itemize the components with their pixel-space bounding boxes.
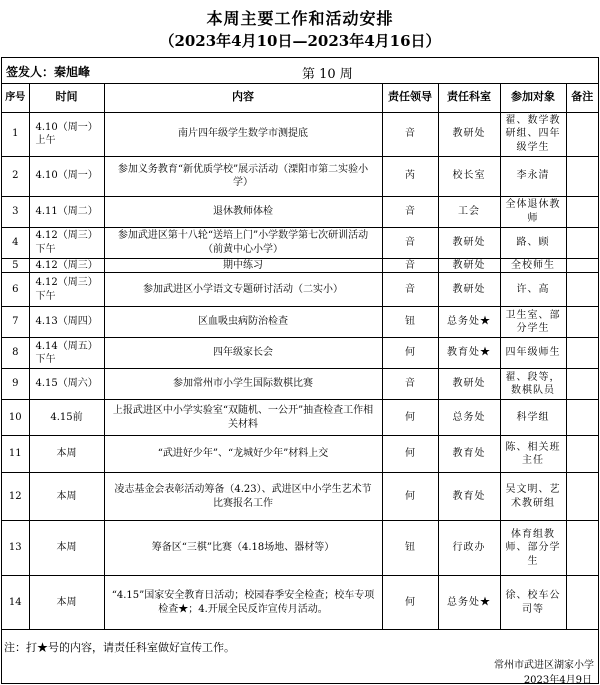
school-name: 常州市武进区湖家小学 — [494, 660, 594, 671]
table-row — [2, 521, 598, 576]
column-header-dept: 责任科室 — [438, 84, 500, 112]
row-leader: 钮 — [382, 521, 438, 576]
row-no: 4 — [2, 227, 29, 258]
row-no: 12 — [2, 473, 29, 521]
row-dept: 教研处 — [438, 273, 500, 307]
row-content: 筹备区“三棋”比赛（4.18场地、器材等） — [104, 521, 382, 576]
row-time: 4.12（周三） — [29, 258, 104, 273]
row-dept: 总务处 — [438, 400, 500, 436]
row-dept: 工会 — [438, 196, 500, 227]
row-time: 4.15（周六） — [29, 369, 104, 400]
row-time: 4.13（周四） — [29, 307, 104, 338]
table-row — [2, 307, 598, 338]
row-remark — [566, 473, 598, 521]
table-row — [2, 400, 598, 436]
page-title: 本周主要工作和活动安排 — [206, 9, 394, 28]
row-audience: 路、顾 — [500, 227, 566, 258]
row-content: 区血吸虫病防治检查 — [104, 307, 382, 338]
row-audience: 陈、相关班主任 — [500, 436, 566, 473]
row-remark — [566, 576, 598, 630]
date-range: （2023年4月10日—2023年4月16日） — [159, 32, 441, 50]
column-header-no: 序号 — [2, 84, 29, 112]
row-remark — [566, 369, 598, 400]
row-no: 10 — [2, 400, 29, 436]
row-time: 本周 — [29, 436, 104, 473]
row-leader: 音 — [382, 273, 438, 307]
row-time: 本周 — [29, 473, 104, 521]
row-dept: 教育处 — [438, 473, 500, 521]
row-remark — [566, 338, 598, 369]
row-content: 参加武进区第十八轮“送培上门”小学数学第七次研训活动（前黄中心小学） — [104, 227, 382, 258]
row-content: 四年级家长会 — [104, 338, 382, 369]
week-number: 第 10 周 — [302, 67, 353, 82]
row-audience: 四年级师生 — [500, 338, 566, 369]
row-no: 6 — [2, 273, 29, 307]
row-no: 2 — [2, 156, 29, 196]
table-row — [2, 196, 598, 227]
row-remark — [566, 258, 598, 273]
row-time: 4.10（周一）上午 — [29, 112, 104, 156]
row-leader: 音 — [382, 112, 438, 156]
row-time: 本周 — [29, 521, 104, 576]
row-audience: 许、高 — [500, 273, 566, 307]
row-dept: 教研处 — [438, 112, 500, 156]
column-header-leader: 责任领导 — [382, 84, 438, 112]
row-remark — [566, 156, 598, 196]
sign-row — [2, 58, 598, 84]
row-audience: 全校师生 — [500, 258, 566, 273]
row-dept: 总务处★ — [438, 307, 500, 338]
row-leader: 何 — [382, 338, 438, 369]
row-content: 参加义务教育“新优质学校”展示活动（溧阳市第二实验小学） — [104, 156, 382, 196]
row-remark — [566, 307, 598, 338]
row-content: 期中练习 — [104, 258, 382, 273]
row-dept: 教研处 — [438, 227, 500, 258]
row-dept: 教育处 — [438, 436, 500, 473]
row-leader: 何 — [382, 400, 438, 436]
row-no: 8 — [2, 338, 29, 369]
row-remark — [566, 521, 598, 576]
column-header-time: 时间 — [29, 84, 104, 112]
row-leader: 音 — [382, 227, 438, 258]
row-time: 4.10（周一） — [29, 156, 104, 196]
row-content: 退休教师体检 — [104, 196, 382, 227]
row-audience: 体育组教师、部分学生 — [500, 521, 566, 576]
row-content: “武进好少年”、“龙城好少年”材料上交 — [104, 436, 382, 473]
row-audience: 全体退休教师 — [500, 196, 566, 227]
schedule-table — [2, 84, 598, 630]
footer-note: 注：打★号的内容，请责任科室做好宣传工作。 — [4, 641, 235, 654]
row-leader: 音 — [382, 258, 438, 273]
row-audience: 徐、校车公司等 — [500, 576, 566, 630]
row-leader: 何 — [382, 473, 438, 521]
row-no: 7 — [2, 307, 29, 338]
row-leader: 何 — [382, 436, 438, 473]
row-no: 1 — [2, 112, 29, 156]
row-no: 14 — [2, 576, 29, 630]
row-no: 11 — [2, 436, 29, 473]
row-audience: 李永清 — [500, 156, 566, 196]
row-content: 参加常州市小学生国际数棋比赛 — [104, 369, 382, 400]
table-row — [2, 112, 598, 156]
row-dept: 教研处 — [438, 258, 500, 273]
row-audience: 翟、段等，数棋队员 — [500, 369, 566, 400]
signer-label: 签发人：秦旭峰 — [6, 65, 91, 79]
table-row — [2, 273, 598, 307]
table-row — [2, 436, 598, 473]
row-time: 4.12（周三）下午 — [29, 273, 104, 307]
table-row — [2, 473, 598, 521]
row-dept: 校长室 — [438, 156, 500, 196]
row-content: 参加武进区小学语文专题研讨活动（二实小） — [104, 273, 382, 307]
row-no: 5 — [2, 258, 29, 273]
row-no: 3 — [2, 196, 29, 227]
column-header-remark: 备注 — [566, 84, 598, 112]
row-audience: 科学组 — [500, 400, 566, 436]
row-dept: 教育处★ — [438, 338, 500, 369]
row-leader: 音 — [382, 369, 438, 400]
table-row — [2, 369, 598, 400]
row-remark — [566, 112, 598, 156]
column-header-audience: 参加对象 — [500, 84, 566, 112]
row-remark — [566, 196, 598, 227]
row-leader: 芮 — [382, 156, 438, 196]
row-remark — [566, 227, 598, 258]
row-content: 上报武进区中小学实验室“双随机、一公开”抽查检查工作相关材料 — [104, 400, 382, 436]
row-content: 凌志基金会表彰活动筹备（4.23）、武进区中小学生艺术节比赛报名工作 — [104, 473, 382, 521]
table-row — [2, 156, 598, 196]
row-leader: 钮 — [382, 307, 438, 338]
table-header-row — [2, 84, 598, 112]
table-row — [2, 258, 598, 273]
row-time: 4.11（周二） — [29, 196, 104, 227]
row-leader: 何 — [382, 576, 438, 630]
row-audience: 卫生室、部分学生 — [500, 307, 566, 338]
row-no: 13 — [2, 521, 29, 576]
row-leader: 音 — [382, 196, 438, 227]
row-remark — [566, 436, 598, 473]
table-row — [2, 576, 598, 630]
row-time: 4.12（周三）下午 — [29, 227, 104, 258]
column-header-content: 内容 — [104, 84, 382, 112]
row-content: “4.15”国家安全教育日活动；校园春季安全检查；校车专项检查★；4.开展全民反诈宣传月活动。 — [104, 576, 382, 630]
issue-date: 2023年4月9日 — [523, 675, 592, 685]
row-remark — [566, 273, 598, 307]
row-time: 4.15前 — [29, 400, 104, 436]
row-no: 9 — [2, 369, 29, 400]
row-remark — [566, 400, 598, 436]
row-dept: 教研处 — [438, 369, 500, 400]
row-dept: 总务处★ — [438, 576, 500, 630]
row-audience: 翟、数学教研组、四年级学生 — [500, 112, 566, 156]
row-time: 4.14（周五）下午 — [29, 338, 104, 369]
schedule-sheet — [1, 57, 599, 684]
table-row — [2, 227, 598, 258]
row-time: 本周 — [29, 576, 104, 630]
table-row — [2, 338, 598, 369]
row-content: 南片四年级学生数学市测提底 — [104, 112, 382, 156]
row-dept: 行政办 — [438, 521, 500, 576]
row-audience: 吴文明、艺术教研组 — [500, 473, 566, 521]
